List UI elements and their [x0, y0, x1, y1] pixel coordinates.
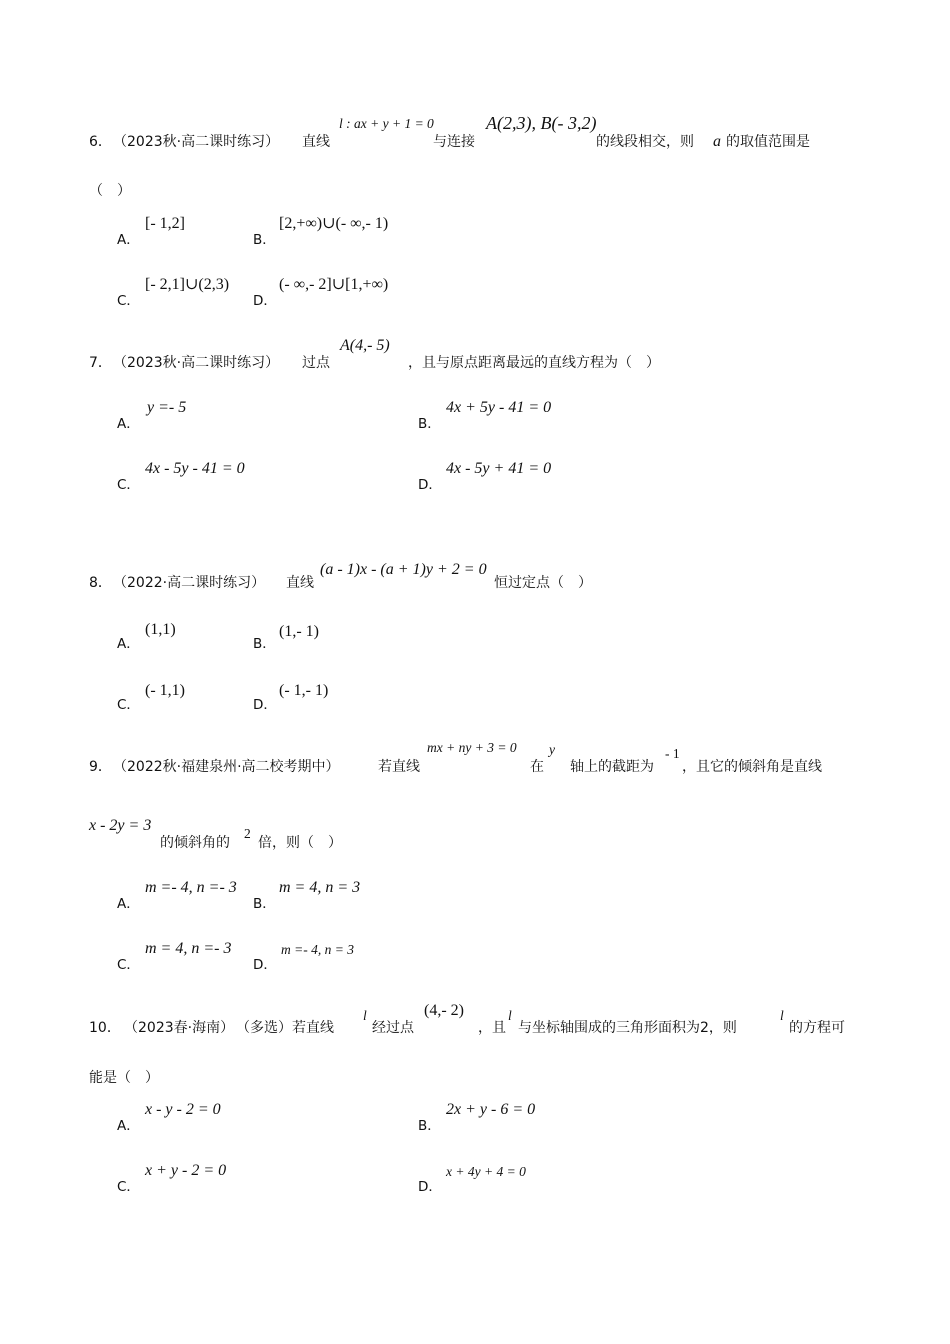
option-math: (1,- 1) [279, 623, 319, 640]
question-number: 7． [89, 355, 112, 371]
stem-text: 能是（ ） [89, 1070, 159, 1086]
option-math: [2,+∞)∪(- ∞,- 1) [279, 215, 389, 232]
question-source: （2022·高二课时练习） [113, 575, 266, 591]
option-math: 2x + y - 6 = 0 [446, 1101, 536, 1118]
option-label: D． [418, 1179, 442, 1195]
option-label: B． [418, 1118, 441, 1134]
option-label: D． [418, 477, 442, 493]
stem-text: 倍，则（ ） [258, 835, 342, 851]
option-label: C． [117, 293, 140, 309]
option-label: A． [117, 416, 140, 432]
question-number: 8． [89, 575, 112, 591]
question-number: 9． [89, 759, 112, 775]
question-source: （2023春·海南） [124, 1020, 235, 1036]
option-label: A． [117, 636, 140, 652]
stem-math: A(4,- 5) [340, 337, 390, 354]
stem-text: 的线段相交，则 [596, 134, 694, 150]
stem-text: 轴上的截距为 [570, 759, 654, 775]
stem-math: (4,- 2) [424, 1002, 464, 1019]
stem-text: 的取值范围是 [726, 134, 810, 150]
option-label: C． [117, 697, 140, 713]
option-label: D． [253, 697, 277, 713]
stem-text: 若直线 [378, 759, 420, 775]
stem-text: ，且与原点距离最远的直线方程为（ ） [408, 355, 660, 371]
option-math: (- ∞,- 2]∪[1,+∞) [279, 276, 389, 293]
stem-math: 2 [244, 826, 251, 841]
option-math: x + y - 2 = 0 [145, 1162, 227, 1179]
stem-math: l [363, 1008, 367, 1023]
stem-text: 直线 [286, 575, 314, 591]
stem-text: 过点 [302, 355, 330, 371]
question-source: （2023秋·高二课时练习） [113, 355, 280, 371]
question-source: （2022秋·福建泉州·高二校考期中） [113, 759, 340, 775]
option-math: m = 4, n =- 3 [145, 940, 232, 957]
stem-math: l [780, 1008, 784, 1023]
option-math: [- 2,1]∪(2,3) [145, 276, 230, 293]
option-math: 4x - 5y + 41 = 0 [446, 460, 552, 477]
option-math: [- 1,2] [145, 215, 185, 232]
option-label: A． [117, 232, 140, 248]
option-label: B． [253, 636, 276, 652]
option-math: (1,1) [145, 621, 176, 638]
option-math: x - y - 2 = 0 [145, 1101, 221, 1118]
stem-text: ，且它的倾斜角是直线 [682, 759, 822, 775]
stem-math: (a - 1)x - (a + 1)y + 2 = 0 [320, 561, 487, 578]
option-math: y =- 5 [147, 399, 187, 416]
stem-math: y [549, 742, 555, 757]
question-source: （2023秋·高二课时练习） [113, 134, 280, 150]
stem-text: ，且 [478, 1020, 506, 1036]
option-math: 4x + 5y - 41 = 0 [446, 399, 552, 416]
stem-text: 的方程可 [789, 1020, 845, 1036]
answer-bracket: （ ） [89, 183, 131, 199]
option-math: m =- 4, n =- 3 [145, 879, 237, 896]
stem-text: （多选）若直线 [236, 1020, 334, 1036]
stem-math: l : ax + y + 1 = 0 [339, 116, 434, 131]
stem-text: 直线 [302, 134, 330, 150]
stem-text: 的倾斜角的 [160, 835, 230, 851]
option-math: (- 1,- 1) [279, 682, 329, 699]
option-label: C． [117, 957, 140, 973]
option-math: x + 4y + 4 = 0 [446, 1164, 526, 1179]
stem-text: 经过点 [372, 1020, 414, 1036]
question-number: 10． [89, 1020, 121, 1036]
stem-math: - 1 [665, 746, 680, 761]
stem-text: 在 [530, 759, 544, 775]
stem-variable: a [713, 133, 721, 150]
option-label: A． [117, 1118, 140, 1134]
option-math: m =- 4, n = 3 [281, 942, 354, 957]
option-math: m = 4, n = 3 [279, 879, 361, 896]
stem-math: x - 2y = 3 [89, 817, 152, 834]
stem-text: 与连接 [433, 134, 475, 150]
option-label: D． [253, 293, 277, 309]
option-label: A． [117, 896, 140, 912]
option-label: C． [117, 477, 140, 493]
question-number: 6． [89, 134, 112, 150]
option-label: B． [418, 416, 441, 432]
option-label: D． [253, 957, 277, 973]
stem-text: 与坐标轴围成的三角形面积为2，则 [518, 1020, 737, 1036]
option-label: B． [253, 232, 276, 248]
option-math: (- 1,1) [145, 682, 185, 699]
option-math: 4x - 5y - 41 = 0 [145, 460, 245, 477]
stem-text: 恒过定点（ ） [494, 575, 592, 591]
option-label: C． [117, 1179, 140, 1195]
stem-math: l [508, 1008, 512, 1023]
stem-math: A(2,3), B(- 3,2) [486, 113, 597, 133]
stem-math: mx + ny + 3 = 0 [427, 740, 517, 755]
option-label: B． [253, 896, 276, 912]
